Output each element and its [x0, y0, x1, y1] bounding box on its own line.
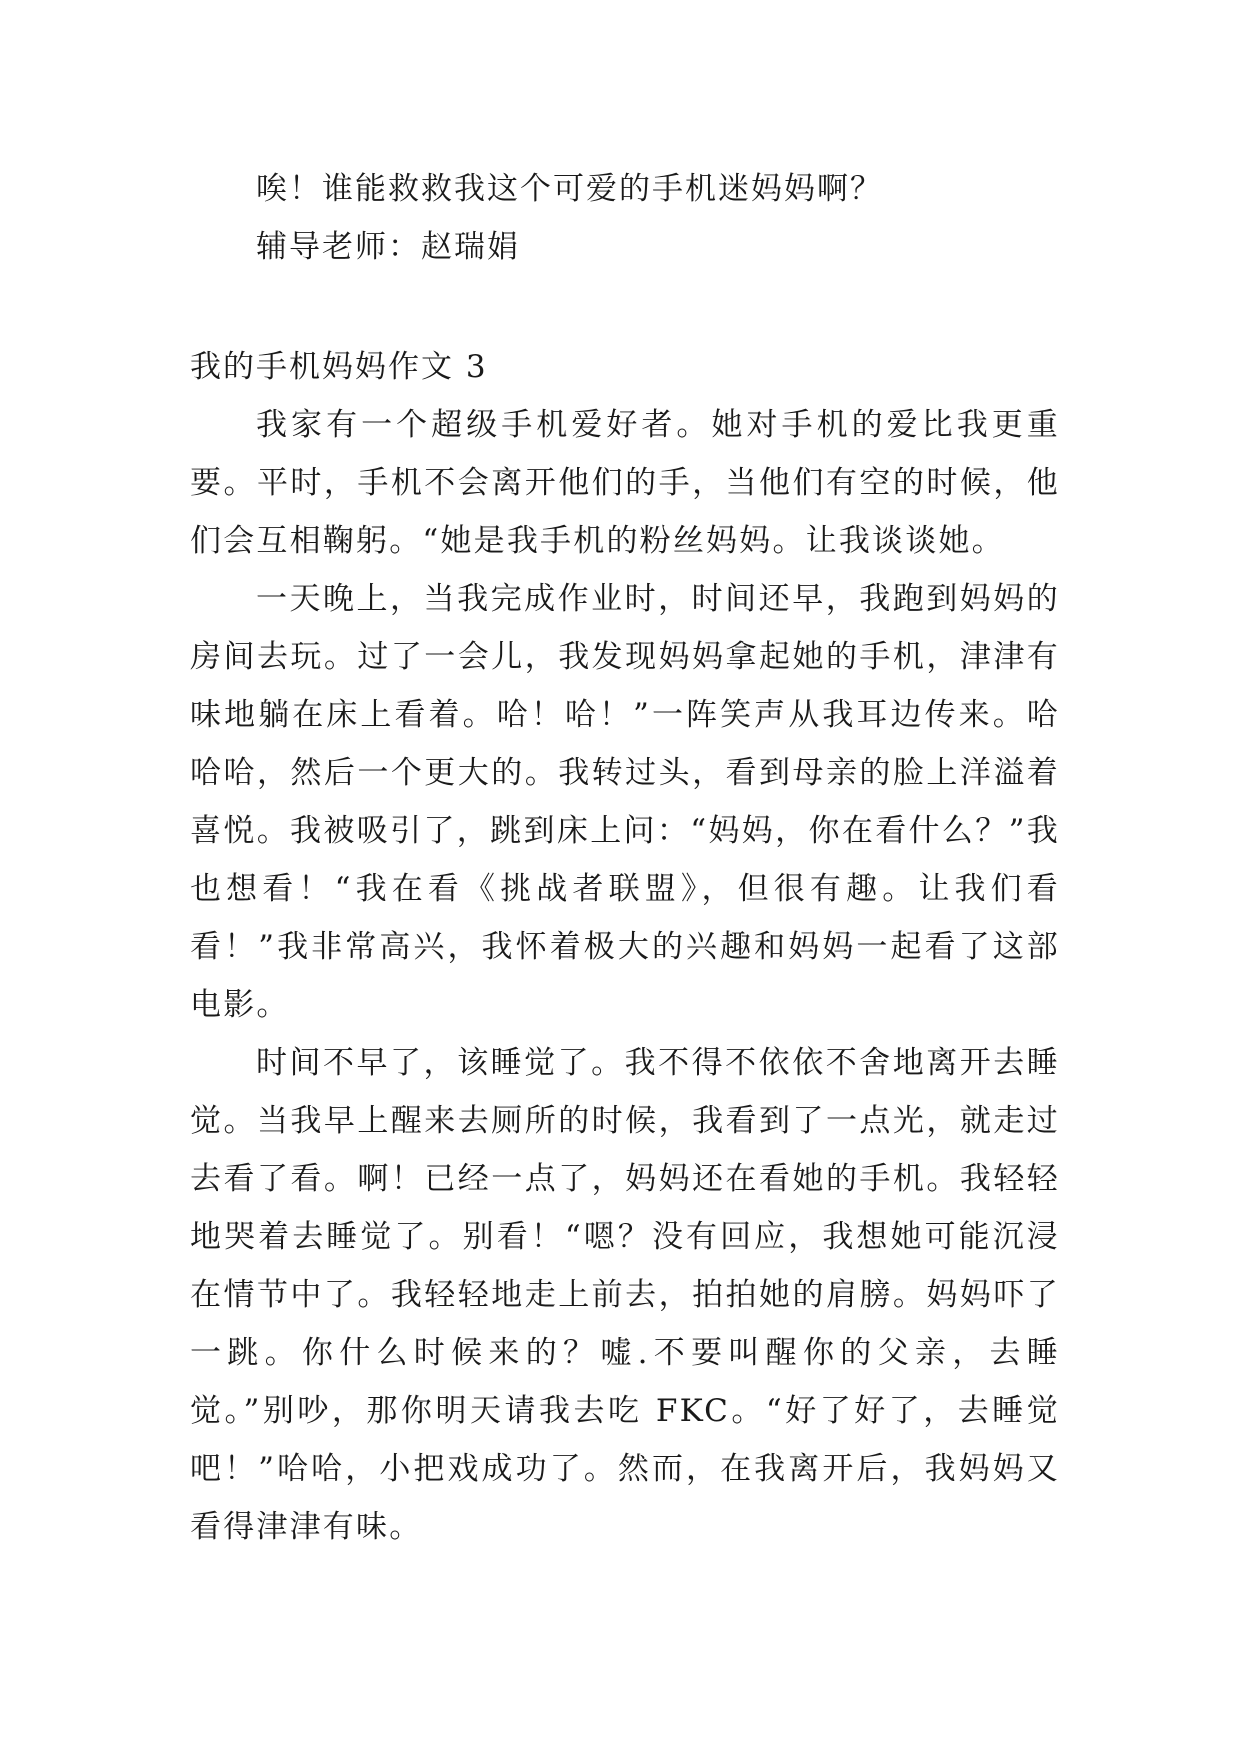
essay-paragraph-3: 时间不早了，该睡觉了。我不得不依依不舍地离开去睡觉。当我早上醒来去厕所的时候，我看到了一点光，就走过去看了看。啊！已经一点了，妈妈还在看她的手机。我轻轻地哭着去睡觉了。别看！“嗯？没有回应，我想她可能沉浸在情节中了。我轻轻地走上前去，拍拍她的肩膀。妈妈吓了一跳。你什么时候来的？嘘.不要叫醒你的父亲，去睡觉。”别吵，那你明天请我去吃 FKC。“好了好了，去睡觉吧！”哈哈，小把戏成功了。然而，在我离开后，我妈妈又看得津津有味。 [190, 1045, 1060, 1545]
essay-title: 我的手机妈妈作文 3 [190, 349, 488, 385]
teacher-credit: 辅导老师：赵瑞娟 [256, 229, 520, 265]
essay-paragraph-2: 一天晚上，当我完成作业时，时间还早，我跑到妈妈的房间去玩。过了一会儿，我发现妈妈拿起她的手机，津津有味地躺在床上看着。哈！哈！”一阵笑声从我耳边传来。哈哈哈，然后一个更大的。我转过头，看到母亲的脸上洋溢着喜悦。我被吸引了，跳到床上问：“妈妈，你在看什么？”我也想看！“我在看《挑战者联盟》，但很有趣。让我们看看！”我非常高兴，我怀着极大的兴趣和妈妈一起看了这部电影。 [190, 581, 1060, 1023]
document-content [190, 160, 1060, 1556]
closing-line: 唉！谁能救救我这个可爱的手机迷妈妈啊？ [256, 171, 883, 207]
essay-paragraph-1: 我家有一个超级手机爱好者。她对手机的爱比我更重要。平时，手机不会离开他们的手，当他们有空的时候，他们会互相鞠躬。“她是我手机的粉丝妈妈。让我谈谈她。 [190, 407, 1060, 559]
